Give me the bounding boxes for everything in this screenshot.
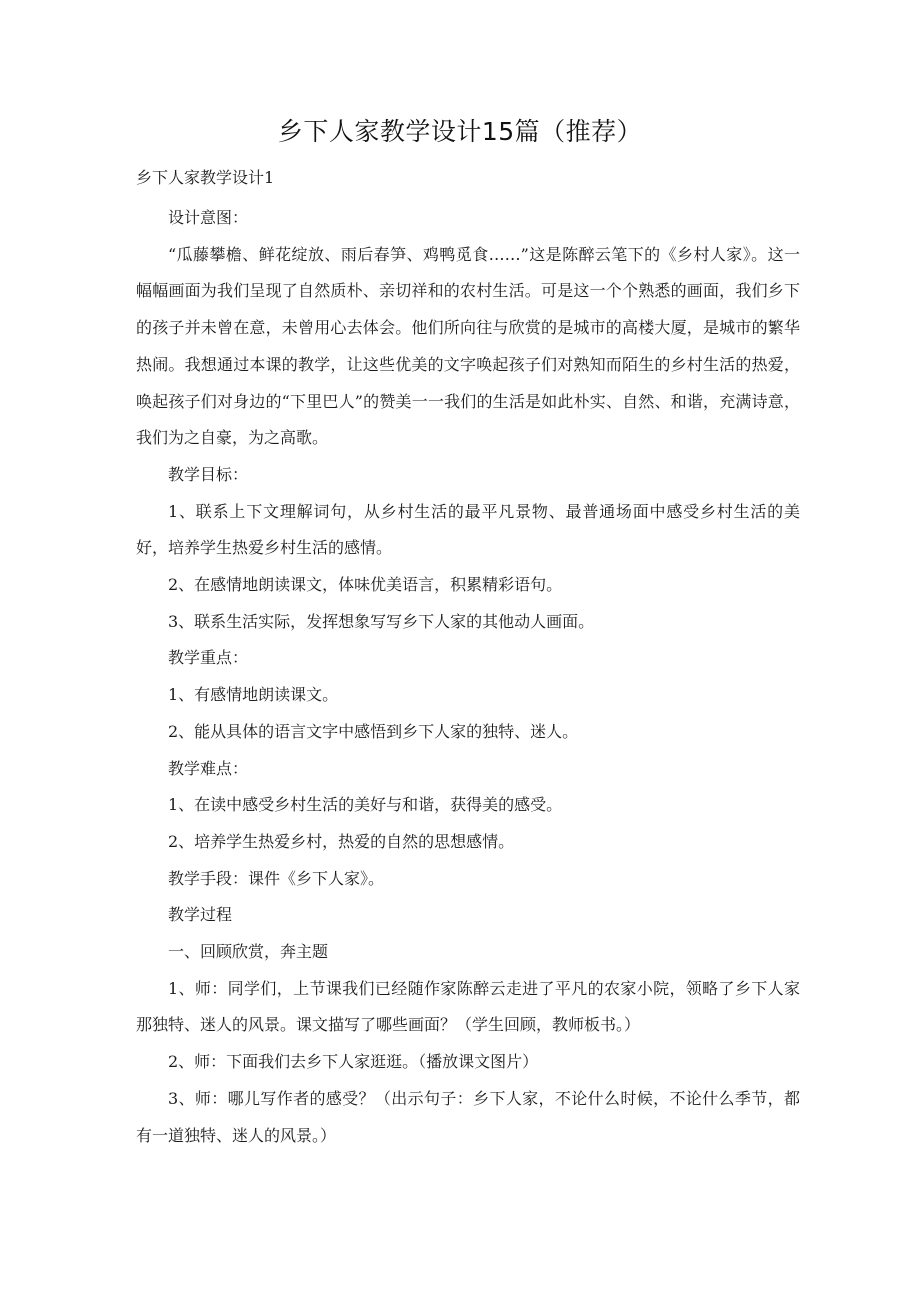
paragraph: 教学目标：: [168, 464, 249, 484]
paragraph: 1、联系上下文理解词句，从乡村生活的最平凡景物、最普通场面中感受乡村生活的美好，培养学生热爱乡村生活的感情。: [136, 501, 800, 558]
paragraph: 一、回顾欣赏，奔主题: [168, 942, 329, 962]
paragraph: 2、培养学生热爱乡村，热爱的自然的思想感情。: [168, 831, 515, 851]
paragraph: 1、在读中感受乡村生活的美好与和谐，获得美的感受。: [168, 795, 563, 815]
paragraph: 设计意图：: [168, 208, 249, 227]
paragraph: “瓜藤攀檐、鲜花绽放、雨后春笋、鸡鸭觅食……”这是陈醉云笔下的《乡村人家》。这一幅幅画面为我们呈现了自然质朴、亲切祥和的农村生活。可是这一个个熟悉的画面，我们乡下的孩子并未曾在意，未曾用心去体会。他们所向往与欣赏的是城市的高楼大厦，是城市的繁华热闹。我想通过本课的教学，让这些优美的文字唤起孩子们对熟知而陌生的乡村生活的热爱，唤起孩子们对身边的“下里巴人”的赞美一一我们的生活是如此朴实、自然、和谐，充满诗意，我们为之自豪，为之高歌。: [136, 244, 800, 448]
paragraph: 2、能从具体的语言文字中感悟到乡下人家的独特、迷人。: [168, 721, 579, 741]
document-title: 乡下人家教学设计15篇（推荐）: [277, 117, 643, 146]
paragraph: 3、师：哪儿写作者的感受？（出示句子：乡下人家，不论什么时候，不论什么季节，都有一道独特、迷人的风景。）: [136, 1088, 800, 1145]
paragraph: 教学过程: [168, 905, 233, 925]
paragraph: 教学难点：: [168, 758, 249, 778]
paragraph: 1、有感情地朗读课文。: [168, 685, 339, 705]
document-body: [136, 200, 800, 1154]
paragraph: 教学重点：: [168, 648, 249, 668]
paragraph: 1、师：同学们，上节课我们已经随作家陈醉云走进了平凡的农家小院，领略了乡下人家那独特、迷人的风景。课文描写了哪些画面？（学生回顾，教师板书。）: [136, 978, 800, 1035]
paragraph: 教学手段：课件《乡下人家》。: [168, 868, 385, 888]
section-heading: 乡下人家教学设计1: [136, 168, 275, 187]
paragraph: 2、师：下面我们去乡下人家逛逛。（播放课文图片）: [168, 1052, 539, 1072]
paragraph: 2、在感情地朗读课文，体味优美语言，积累精彩语句。: [168, 575, 563, 595]
paragraph: 3、联系生活实际，发挥想象写写乡下人家的其他动人画面。: [168, 611, 595, 631]
